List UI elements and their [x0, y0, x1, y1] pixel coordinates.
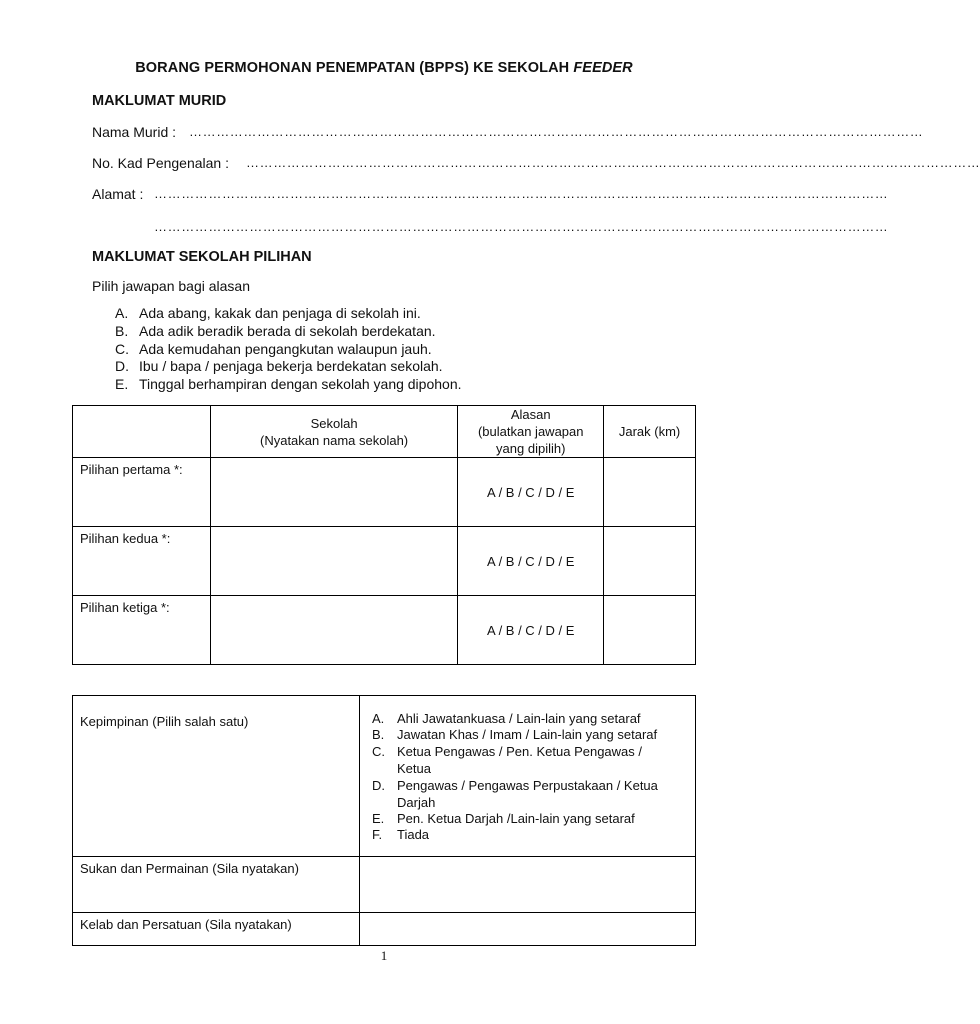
address-label: Alamat : — [92, 186, 144, 202]
page-number: 1 — [380, 948, 388, 963]
second-choice-distance-cell[interactable] — [604, 527, 696, 596]
second-choice-school-cell[interactable] — [210, 527, 458, 596]
activity-table — [72, 695, 696, 946]
reason-instruction: Pilih jawapan bagi alasan — [92, 278, 250, 294]
school-choice-table — [72, 405, 696, 665]
form-title: BORANG PERMOHONAN PENEMPATAN (BPPS) KE SEKOLAH FEEDER — [135, 60, 633, 76]
second-choice-label: Pilihan kedua *: — [73, 527, 211, 596]
leadership-options-list — [372, 711, 687, 843]
ic-number-field[interactable]: ……………………………………………………………………………………………………………………………………………… — [246, 155, 980, 170]
header-school: Sekolah (Nyatakan nama sekolah) — [210, 406, 458, 458]
reason-item: D. Ibu / bapa / penjaga bekerja berdekatan sekolah. — [115, 358, 443, 375]
third-choice-reason-options[interactable]: A / B / C / D / E — [458, 596, 604, 665]
third-choice-school-cell[interactable] — [210, 596, 458, 665]
table-header-row — [73, 406, 696, 458]
header-distance: Jarak (km) — [604, 406, 696, 458]
first-choice-distance-cell[interactable] — [604, 458, 696, 527]
reason-item: C. Ada kemudahan pengangkutan walaupun jauh. — [115, 340, 432, 357]
reason-list — [115, 305, 555, 394]
third-choice-distance-cell[interactable] — [604, 596, 696, 665]
sports-input-cell[interactable] — [360, 857, 696, 913]
leadership-option[interactable]: A. Ahli Jawatankuasa / Lain-lain yang setaraf — [372, 711, 641, 726]
leadership-row — [73, 696, 696, 857]
clubs-row — [73, 913, 696, 946]
header-reason: Alasan (bulatkan jawapan yang dipilih) — [458, 406, 604, 458]
table-row — [73, 527, 696, 596]
leadership-option[interactable]: F. Tiada — [372, 827, 430, 842]
school-section-heading: MAKLUMAT SEKOLAH PILIHAN — [92, 249, 312, 265]
table-row — [73, 596, 696, 665]
table-row — [73, 458, 696, 527]
leadership-option[interactable]: C. Ketua Pengawas / Pen. Ketua Pengawas / Ketua — [372, 744, 643, 776]
leadership-option[interactable]: E. Pen. Ketua Darjah /Lain-lain yang setaraf — [372, 811, 635, 826]
reason-item: E. Tinggal berhampiran dengan sekolah yang dipohon. — [115, 376, 462, 393]
leadership-option[interactable]: B. Jawatan Khas / Imam / Lain-lain yang setaraf — [372, 727, 658, 742]
address-field-line2[interactable]: ……………………………………………………………………………………………………………………………………………… — [154, 219, 889, 234]
third-choice-label: Pilihan ketiga *: — [73, 596, 211, 665]
student-section-heading: MAKLUMAT MURID — [92, 93, 227, 109]
sports-label: Sukan dan Permainan (Sila nyatakan) — [73, 857, 360, 913]
reason-item: B. Ada adik beradik berada di sekolah berdekatan. — [115, 322, 436, 339]
leadership-options-cell — [360, 696, 696, 857]
header-empty-cell — [73, 406, 211, 458]
address-field-line1[interactable]: ……………………………………………………………………………………………………………………………………………… — [154, 186, 889, 201]
student-name-field[interactable]: ……………………………………………………………………………………………………………………………………………… — [189, 124, 924, 139]
first-choice-school-cell[interactable] — [210, 458, 458, 527]
leadership-label: Kepimpinan (Pilih salah satu) — [73, 696, 360, 857]
clubs-input-cell[interactable] — [360, 913, 696, 946]
clubs-label: Kelab dan Persatuan (Sila nyatakan) — [73, 913, 360, 946]
first-choice-reason-options[interactable]: A / B / C / D / E — [458, 458, 604, 527]
first-choice-label: Pilihan pertama *: — [73, 458, 211, 527]
second-choice-reason-options[interactable]: A / B / C / D / E — [458, 527, 604, 596]
leadership-option[interactable]: D. Pengawas / Pengawas Perpustakaan / Ketua Darjah — [372, 778, 658, 810]
sports-row — [73, 857, 696, 913]
student-name-label: Nama Murid : — [92, 124, 177, 140]
ic-number-label: No. Kad Pengenalan : — [92, 155, 229, 171]
reason-item: A. Ada abang, kakak dan penjaga di sekolah ini. — [115, 305, 421, 321]
